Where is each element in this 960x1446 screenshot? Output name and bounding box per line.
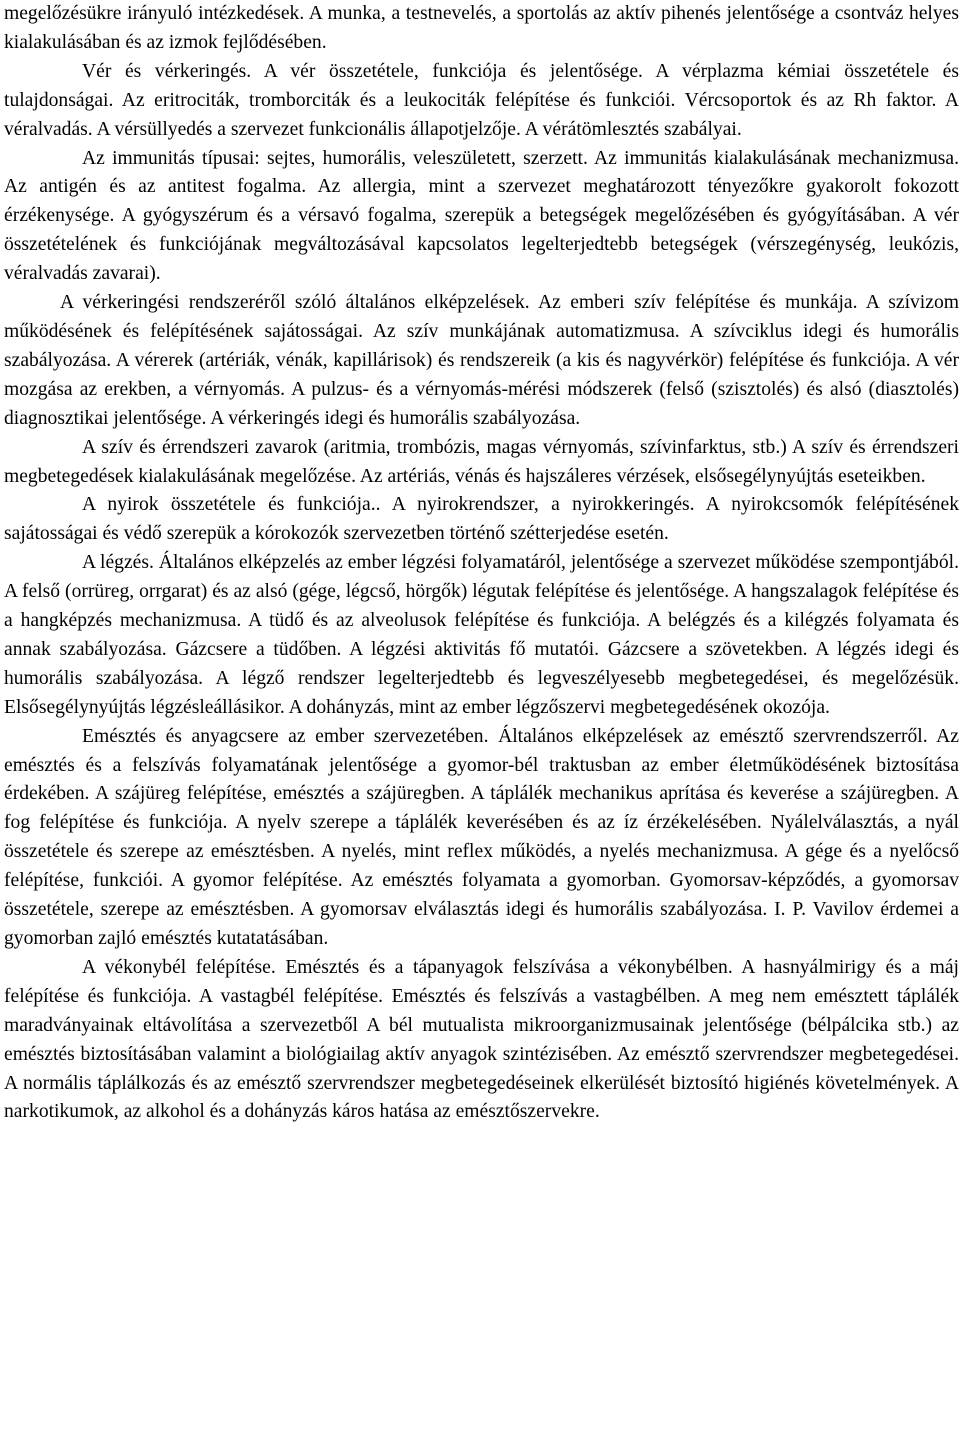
paragraph-1: megelőzésükre irányuló intézkedések. A munka, a testnevelés, a sportolás az aktív pihenés jelentősége a csontváz helyes kialakulásában és az izmok fejlődésében. bbox=[4, 3, 959, 53]
paragraph-6: A nyirok összetétele és funkciója.. A nyirokrendszer, a nyirokkeringés. A nyirokcsomók felépítésének sajátosságai és védő szerepük a kórokozók szervezetben történő szétterjedése esetén. bbox=[4, 494, 959, 545]
paragraph-3: Az immunitás típusai: sejtes, humorális, veleszületett, szerzett. Az immunitás kialakulásának mechanizmusa. Az antigén és az antitest fogalma. Az allergia, mint a szervezet meghatározott tényezőkre gyakorolt fokozott érzékenysége. A gyógyszérum és a vérsavó fogalma, szerepük a betegségek megelőzésében és gyógyításában. A vér összetételének és funkciójának megváltozásával kapcsolatos legelterjedtebb betegségek (vérszegénység, leukózis, véralvadás zavarai). bbox=[4, 147, 959, 285]
paragraph-4: A vérkeringési rendszeréről szóló általános elképzelések. Az emberi szív felépítése és munkája. A szívizom működésének és felépítésének sajátosságai. Az szív munkájának automatizmusa. A szívciklus idegi és humorális szabályozása. A vérerek (artériák, vénák, kapillárisok) és rendszereik (a kis és nagyvérkör) felépítése és funkciója. A vér mozgása az erekben, a vérnyomás. A pulzus- és a vérnyomás-mérési módszerek (felső (szisztolés) és alsó (diasztolés) diagnosztikai jelentősége. A vérkeringés idegi és humorális szabályozása. bbox=[4, 292, 959, 429]
paragraph-8: Emésztés és anyagcsere az ember szervezetében. Általános elképzelések az emésztő szervrendszerről. Az emésztés és a felszívás folyamatának jelentősége a gyomor-bél traktusban az ember életműködésének biztosítása érdekében. A szájüreg felépítése, emésztés a szájüregben. A táplálék mechanikus aprítása és keverése a szájüregben. A fog felépítése és funkciója. A nyelv szerepe a táplálék keverésében és az íz érzékelésében. Nyálelválasztás, a nyál összetétele és szerepe az emésztésben. A nyelés, mint reflex működés, a nyelés mechanizmusa. A gége és a nyelőcső felépítése, funkciói. A gyomor felépítése. Az emésztés folyamata a gyomorban. Gyomorsav-képződés, a gyomorsav összetétele, szerepe az emésztésben. A gyomorsav elválasztás idegi és humorális szabályozása. I. P. Vavilov érdemei a gyomorban zajló emésztés kutatatásában. bbox=[4, 725, 959, 949]
paragraph-9: A vékonybél felépítése. Emésztés és a tápanyagok felszívása a vékonybélben. A hasnyálmirigy és a máj felépítése és funkciója. A vastagbél felépítése. Emésztés és felszívás a vastagbélben. A meg nem emésztett táplálék maradványainak eltávolítása a szervezetből A bél mutualista mikroorganizmusainak jelentősége (bélpálcika stb.) az emésztés biztosításában valamint a biológiailag aktív anyagok szintézisében. Az emésztő szervrendszer megbetegedései. A normális táplálkozás és az emésztő szervrendszer megbetegedéseinek elkerülését biztosító higiénés követelmények. A narkotikumok, az alkohol és a dohányzás káros hatása az emésztőszervekre. bbox=[4, 956, 959, 1123]
paragraph-5: A szív és érrendszeri zavarok (aritmia, trombózis, magas vérnyomás, szívinfarktus, stb.) A szív és érrendszeri megbetegedések kialakulásának megelőzése. Az artériás, vénás és hajszáleres vérzések, elsősegélynyújtás eseteikben. bbox=[4, 436, 959, 487]
paragraph-7: A légzés. Általános elképzelés az ember légzési folyamatáról, jelentősége a szervezet működése szempontjából. A felső (orrüreg, orrgarat) és az alsó (gége, légcső, hörgők) légutak felépítése és jelentősége. A hangszalagok felépítése és a hangképzés mechanizmusa. A tüdő és az alveolusok felépítése és funkciója. A belégzés és a kilégzés folyamata és annak szabályozása. Gázcsere a tüdőben. A légzési aktivitás fő mutatói. Gázcsere a szövetekben. A légzés idegi és humorális szabályozása. A légző rendszer legelterjedtebb és legveszélyesebb megbetegedései, és megelőzésük. Elsősegélynyújtás légzésleállásikor. A dohányzás, mint az ember légzőszervi megbetegedésének okozója. bbox=[4, 552, 959, 718]
document-page bbox=[4, 0, 959, 1127]
paragraph-2: Vér és vérkeringés. A vér összetétele, funkciója és jelentősége. A vérplazma kémiai összetétele és tulajdonságai. Az eritrociták, tromborciták és a leukociták felépítése és funkciói. Vércsoportok és az Rh faktor. A véralvadás. A vérsüllyedés a szervezet funkcionális állapotjelzője. A vérátömlesztés szabályai. bbox=[4, 60, 959, 140]
